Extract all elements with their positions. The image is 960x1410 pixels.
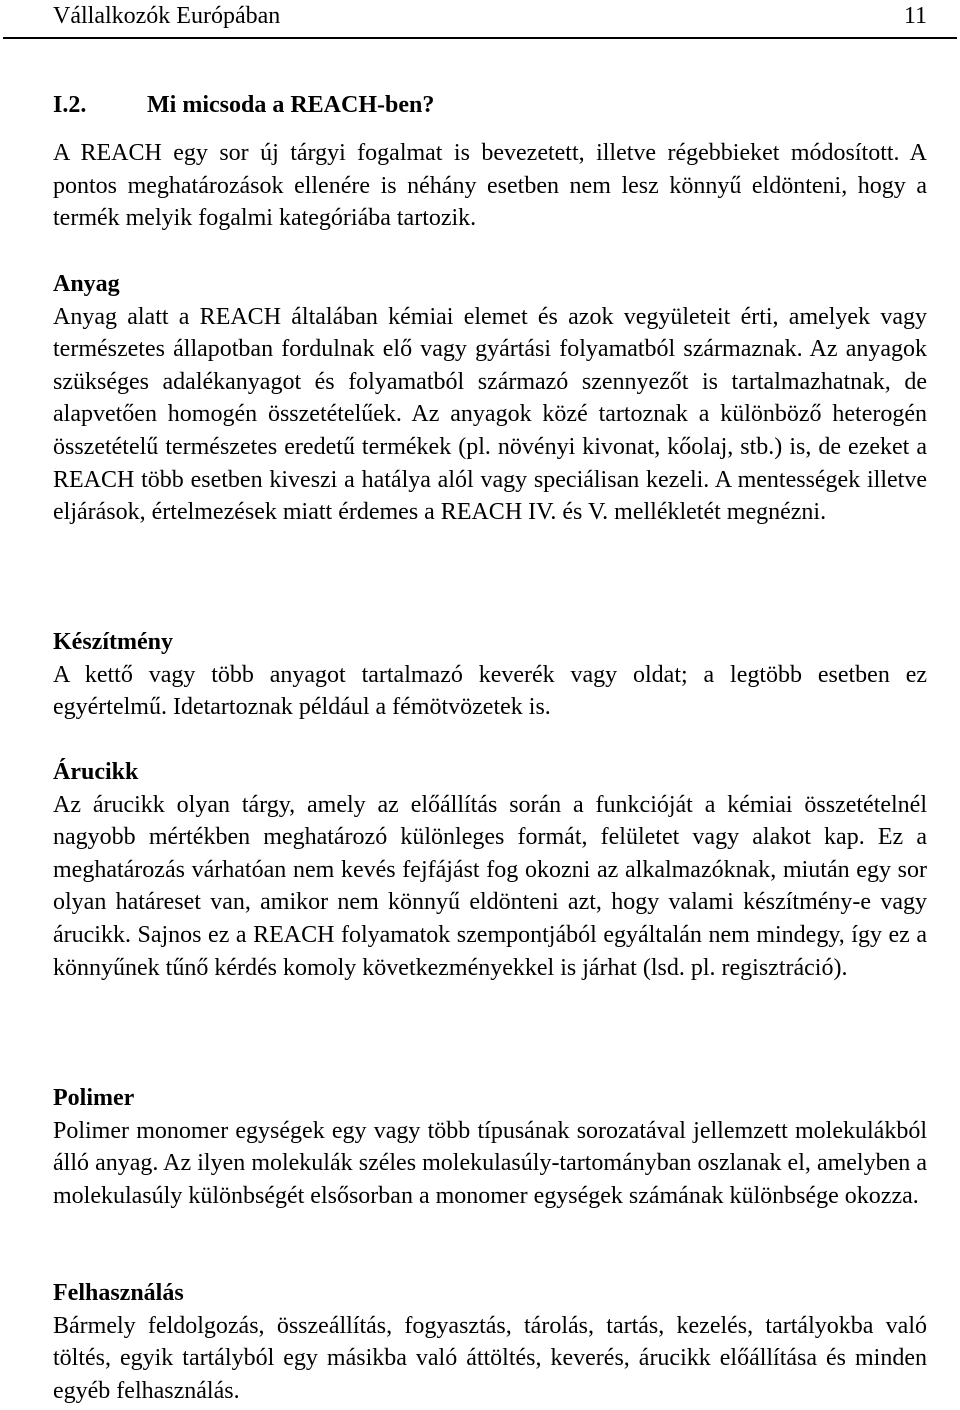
header-divider	[3, 37, 957, 39]
section-title: Mi micsoda a REACH-ben?	[147, 92, 435, 118]
definition-text: Az árucikk olyan tárgy, amely az előállítás során a funkcióját a kémiai összetételnél nagyobb mértékben meghatározó különleges formát, felületet vagy alakot kap. Ez a meghatározás várhatóan nem kevés fejfájást fog okozni az alkalmazóknak, miután egy sor olyan határeset van, amikor nem könnyű eldönteni azt, hogy valami készítmény-e vagy árucikk. Sajnos ez a REACH folyamatok szempontjából egyáltalán nem mindegy, így ez a könnyűnek tűnő kérdés komoly következményekkel is járhat (lsd. pl. regisztráció).	[53, 791, 927, 981]
section-number: I.2.	[53, 92, 87, 118]
definition-felhasznalas	[53, 1277, 927, 1407]
section-heading	[53, 91, 434, 119]
header-title: Vállalkozók Európában	[53, 3, 281, 29]
definition-term: Anyag	[53, 271, 120, 297]
definition-polimer	[53, 1082, 927, 1212]
definition-term: Felhasználás	[53, 1280, 184, 1306]
definition-term: Készítmény	[53, 629, 173, 655]
definition-text: Anyag alatt a REACH általában kémiai elemet és azok vegyületeit érti, amelyek vagy természetes állapotban fordulnak elő vagy gyártási folyamatból származnak. Az anyagok szükséges adalékanyagot és folyamatból származó szennyezőt is tartalmazhatnak, de alapvetően homogén összetételűek. Az anyagok közé tartoznak a különböző heterogén összetételű természetes eredetű termékek (pl. növényi kivonat, kőolaj, stb.) is, de ezeket a REACH több esetben kiveszi a hatálya alól vagy speciálisan kezeli. A mentességek illetve eljárások, értelmezések miatt érdemes a REACH IV. és V. mellékletét megnézni.	[53, 303, 927, 526]
running-header	[53, 2, 927, 30]
definition-keszitmeny	[53, 626, 927, 724]
definition-arucikk	[53, 756, 927, 984]
definition-text: A kettő vagy több anyagot tartalmazó keverék vagy oldat; a legtöbb esetben ez egyértelmű. Idetartoznak például a fémötvözetek is.	[53, 661, 927, 721]
intro-block	[53, 137, 927, 235]
definition-text: Polimer monomer egységek egy vagy több típusának sorozatával jellemzett molekulákból álló anyag. Az ilyen molekulák széles molekulasúly-tartományban oszlanak el, amelyben a molekulasúly különbségét elsősorban a monomer egységek számának különbsége okozza.	[53, 1117, 927, 1209]
page-number: 11	[903, 3, 927, 29]
definition-term: Árucikk	[53, 759, 139, 785]
definition-anyag	[53, 268, 927, 529]
intro-paragraph: A REACH egy sor új tárgyi fogalmat is bevezetett, illetve régebbieket módosított. A pontos meghatározások ellenére is néhány esetben nem lesz könnyű eldönteni, hogy a termék melyik fogalmi kategóriába tartozik.	[53, 140, 927, 232]
definition-text: Bármely feldolgozás, összeállítás, fogyasztás, tárolás, tartás, kezelés, tartályokba való töltés, egyik tartályból egy másikba való áttöltés, keverés, árucikk előállítása és minden egyéb felhasználás.	[53, 1312, 927, 1404]
definition-term: Polimer	[53, 1085, 135, 1111]
